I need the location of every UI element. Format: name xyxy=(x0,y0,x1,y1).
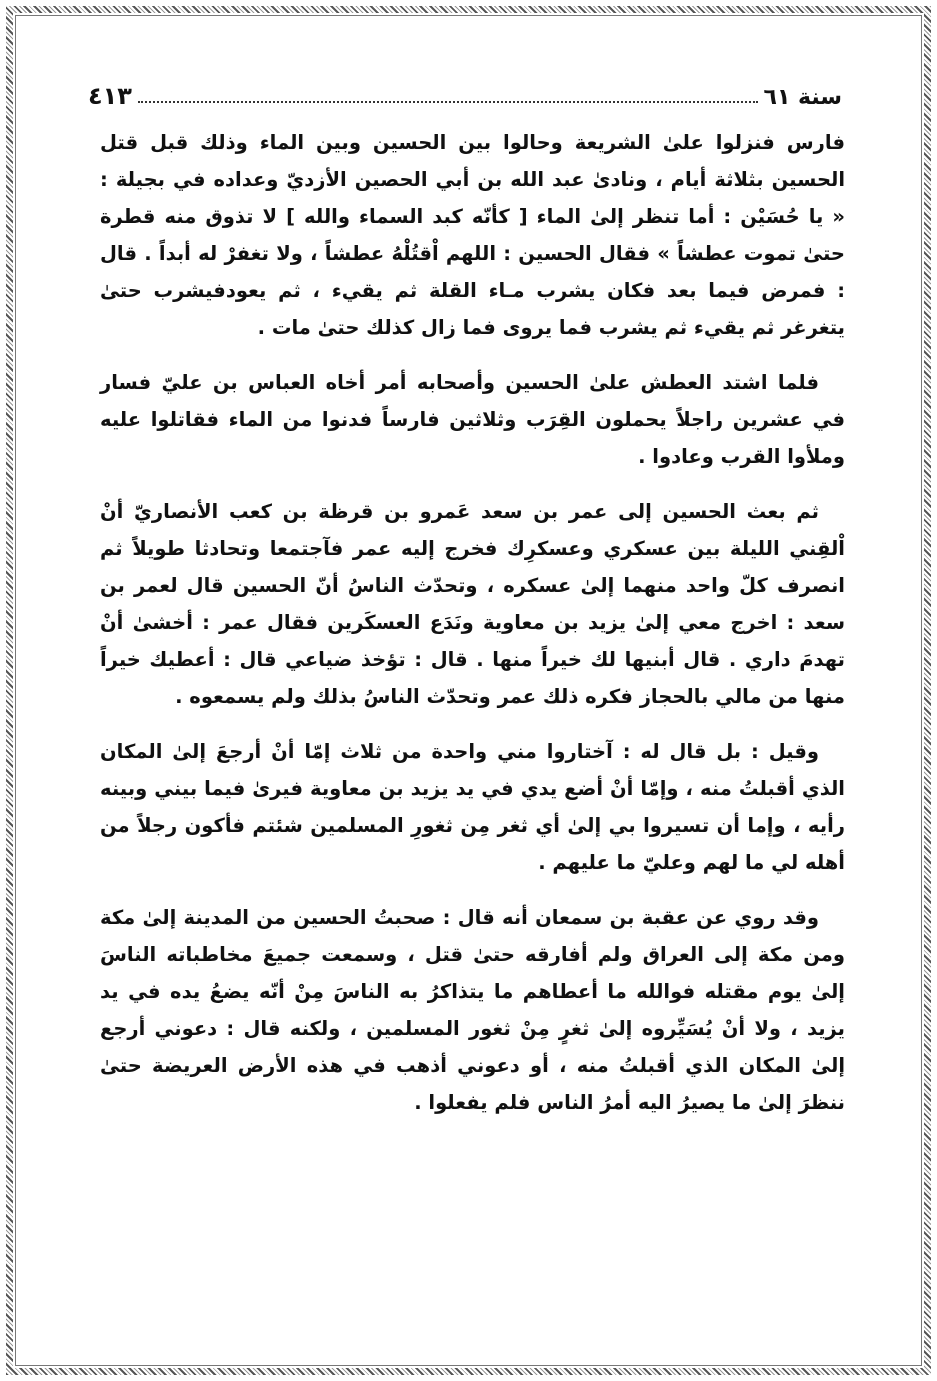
page-body xyxy=(100,124,845,1139)
paragraph-1: فارس فنزلوا علىٰ الشريعة وحالوا بين الحسين وبين الماء وذلك قبل قتل الحسين بثلاثة أيام ، ونادىٰ عبد الله بن أبي الحصين الأزديّ وعداده في بجيلة : « يا حُسَيْن : أما تنظر إلىٰ الماء [ كأنّه كبد السماء والله ] لا تذوق منه قطرة حتىٰ تموت عطشاً » فقال الحسين : اللهم اْقتُلْهُ عطشاً ، ولا تغفرْ له أبداً . قال : فمرض فيما بعد فكان يشرب مـاء القلة ثم يقيء ، ثم يعودفيشرب حتىٰ يتغرغر ثم يقيء ثم يشرب فما يروى فما زال كذلك حتىٰ مات . xyxy=(100,131,845,339)
page-header xyxy=(88,70,842,110)
paragraph-5: وقد روي عن عقبة بن سمعان أنه قال : صحبتُ الحسين من المدينة إلىٰ مكة ومن مكة إلى العراق ولم أفارقه حتىٰ قتل ، وسمعت جميعَ مخاطباته الناسَ إلىٰ يوم مقتله فوالله ما أعطاهم ما يتذاكرُ به الناسَ مِنْ أنّه يضعُ يده في يد يزيد ، ولا أنْ يُسَيِّروه إلىٰ ثغرٍ مِنْ ثغور المسلمين ، ولكنه قال : دعوني أرجع إلىٰ المكان الذي أقبلتُ منه ، أو دعوني أذهب في هذه الأرض العريضة حتىٰ ننظرَ إلىٰ ما يصيرُ اليه أمرُ الناس فلم يفعلوا . xyxy=(100,906,845,1114)
paragraph-3: ثم بعث الحسين إلى عمر بن سعد عَمرو بن قرظة بن كعب الأنصاريّ أنْ اْلقِني الليلة بين عسكري وعسكرِك فخرج إليه عمر فآجتمعا وتحادثا طويلاً ثم انصرف كلّ واحد منهما إلىٰ عسكره ، وتحدّث الناسُ أنّ الحسين قال لعمر بن سعد : اخرج معي إلىٰ يزيد بن معاوية ونَدَع العسكَرين فقال عمر : أخشىٰ أنْ تهدمَ داري . قال أبنيها لك خيراً منها . قال : تؤخذ ضياعي قال : أعطيك خيراً منها من مالي بالحجاز فكره ذلك عمر وتحدّث الناسُ بذلك ولم يسمعوه . xyxy=(100,500,845,708)
page-number: ٤١٣ xyxy=(88,82,132,110)
paragraph-2: فلما اشتد العطش علىٰ الحسين وأصحابه أمر أخاه العباس بن عليّ فسار في عشرين راجلاً يحملون القِرَب وثلاثين فارساً فدنوا من الماء فقاتلوا عليه وملأوا القرب وعادوا . xyxy=(100,371,845,468)
year-label: سنة ٦١ xyxy=(763,85,842,110)
paragraph-4: وقيل : بل قال له : آختاروا مني واحدة من ثلاث إمّا أنْ أرجعَ إلىٰ المكان الذي أقبلتُ منه ، وإمّا أنْ أضع يدي في يد يزيد بن معاوية فيرىٰ فيما بيني وبينه رأيه ، وإما أن تسيروا بي إلىٰ أي ثغر مِن ثغورِ المسلمين شئتم فأكون رجلاً من أهله لي ما لهم وعليّ ما عليهم . xyxy=(100,740,845,874)
header-dotted-leader xyxy=(138,100,758,103)
